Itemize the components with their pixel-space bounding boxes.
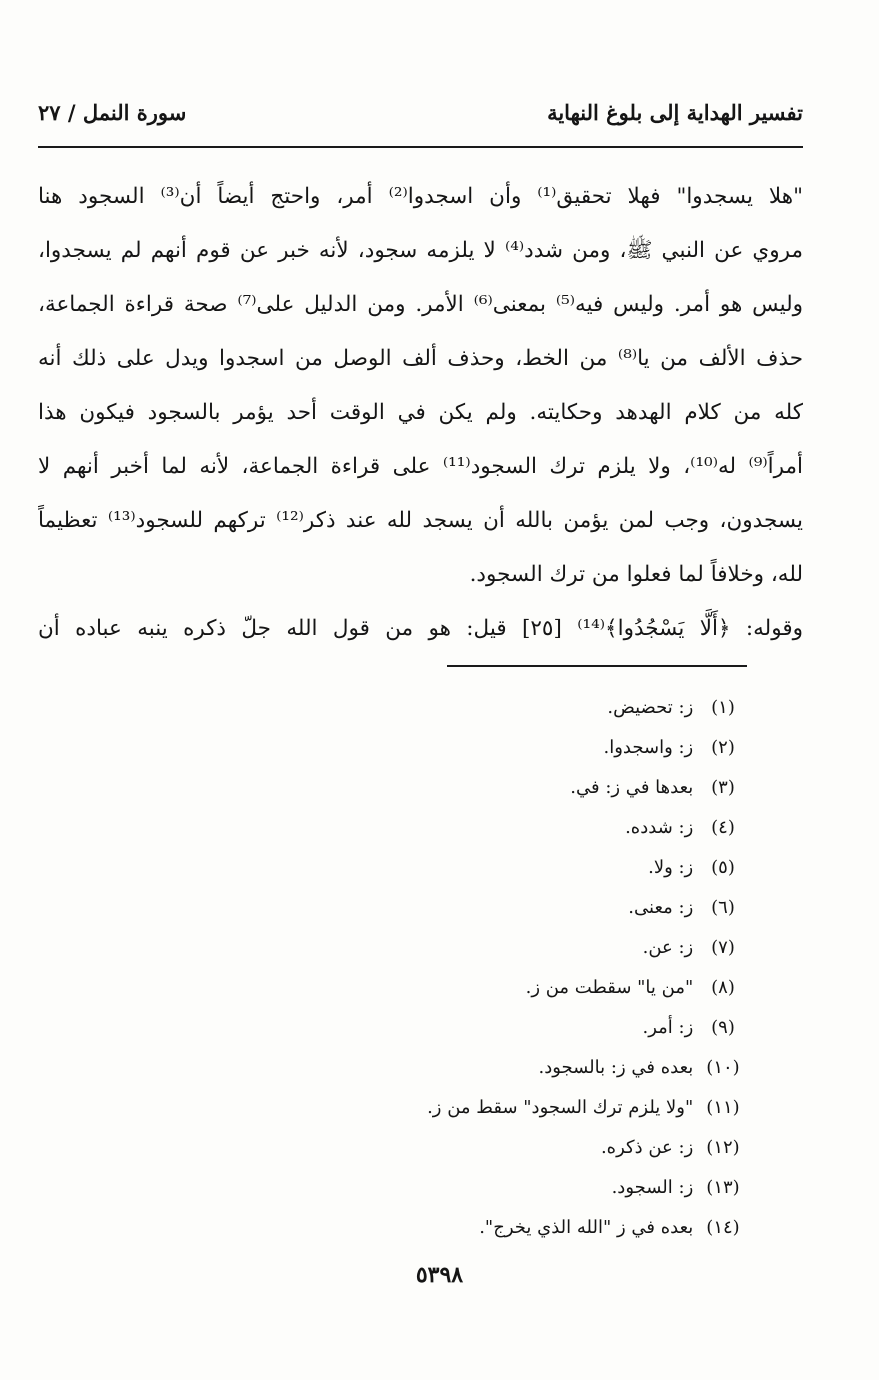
footnote (267, 1048, 747, 1088)
footnote-text: ز: السجود. (611, 1177, 694, 1198)
footnote (267, 1088, 747, 1128)
footnote (267, 728, 747, 768)
footnote-number: (١٠) (706, 1057, 740, 1078)
footnote (267, 808, 747, 848)
footnote-number: (٥) (711, 857, 735, 878)
page-number: ٥٣٩٨ (415, 1262, 464, 1288)
footnote-number: (١١) (706, 1097, 740, 1118)
text-line: حذف الألف من يا⁽⁸⁾ من الخط، وحذف ألف الوصل من اسجدوا ويدل على ذلك أنه (38, 346, 803, 371)
footnote-text: "من يا" سقطت من ز. (525, 977, 694, 998)
text-line: يسجدون، وجب لمن يؤمن بالله أن يسجد لله عند ذكر⁽¹²⁾ تركهم للسجود⁽¹³⁾ تعظيماً (38, 508, 803, 533)
text-line: "هلا يسجدوا" فهلا تحقيق⁽¹⁾ وأن اسجدوا⁽²⁾ أمر، واحتج أيضاً أن⁽³⁾ السجود هنا (38, 184, 803, 209)
footnote-text: ز: تحضيض. (607, 697, 694, 718)
footnote-number: (٨) (711, 977, 735, 998)
footnote-text: ز: ولا. (648, 857, 694, 878)
footnote (267, 928, 747, 968)
footnote-number: (٢) (711, 737, 735, 758)
footnote-number: (١) (711, 697, 735, 718)
footnote-text: ز: أمر. (642, 1017, 694, 1038)
footnote (267, 848, 747, 888)
text-line: كله من كلام الهدهد وحكايته. ولم يكن في الوقت أحد يؤمر بالسجود فيكون هذا (38, 400, 803, 425)
footnote (267, 1168, 747, 1208)
footnote (267, 888, 747, 928)
text-line: وليس هو أمر. وليس فيه⁽⁵⁾ بمعنى⁽⁶⁾ الأمر. ومن الدليل على⁽⁷⁾ صحة قراءة الجماعة، (38, 292, 803, 317)
footnote-number: (٩) (711, 1017, 735, 1038)
footnote-text: ز: معنى. (628, 897, 694, 918)
footnote-text: ز: عن. (642, 937, 694, 958)
footnote (267, 1208, 747, 1248)
surah-label: سورة النمل / ٢٧ (38, 100, 187, 125)
footnote-number: (١٤) (706, 1217, 740, 1238)
footnote-number: (٤) (711, 817, 735, 838)
text-line: أمراً⁽⁹⁾ له⁽¹⁰⁾، ولا يلزم ترك السجود⁽¹¹⁾ على قراءة الجماعة، لأنه لما أخبر أنهم لا (38, 454, 803, 479)
footnote-text: ز: شدده. (625, 817, 694, 838)
footnote-text: بعده في ز "الله الذي يخرج". (479, 1217, 694, 1238)
footnote-text: "ولا يلزم ترك السجود" سقط من ز. (427, 1097, 694, 1118)
book-title: تفسير الهداية إلى بلوغ النهاية (547, 100, 803, 125)
footnote (267, 1128, 747, 1168)
footnote-rule (447, 665, 747, 667)
footnote-text: ز: عن ذكره. (600, 1137, 694, 1158)
footnote-number: (٦) (711, 897, 735, 918)
footnote-number: (١٢) (706, 1137, 740, 1158)
header-rule (38, 146, 803, 148)
text-line: وقوله: ﴿أَلَّا يَسْجُدُوا﴾⁽¹⁴⁾ [٢٥] قيل: هو من قول الله جلّ ذكره ينبه عباده أن (38, 616, 803, 641)
footnote-text: بعدها في ز: في. (570, 777, 694, 798)
footnote-number: (٣) (711, 777, 735, 798)
main-text (38, 170, 803, 656)
running-header (38, 100, 803, 140)
footnote (267, 1008, 747, 1048)
footnote-text: بعده في ز: بالسجود. (538, 1057, 694, 1078)
footnote (267, 768, 747, 808)
text-line: لله، وخلافاً لما فعلوا من ترك السجود. (469, 562, 803, 587)
footnote (267, 968, 747, 1008)
footnote-number: (٧) (711, 937, 735, 958)
footnote (267, 688, 747, 728)
footnotes (267, 688, 747, 1248)
footnote-text: ز: واسجدوا. (603, 737, 694, 758)
footnote-number: (١٣) (706, 1177, 740, 1198)
text-line: مروي عن النبي ﷺ، ومن شدد⁽⁴⁾ لا يلزمه سجود، لأنه خبر عن قوم أنهم لم يسجدوا، (38, 238, 803, 263)
